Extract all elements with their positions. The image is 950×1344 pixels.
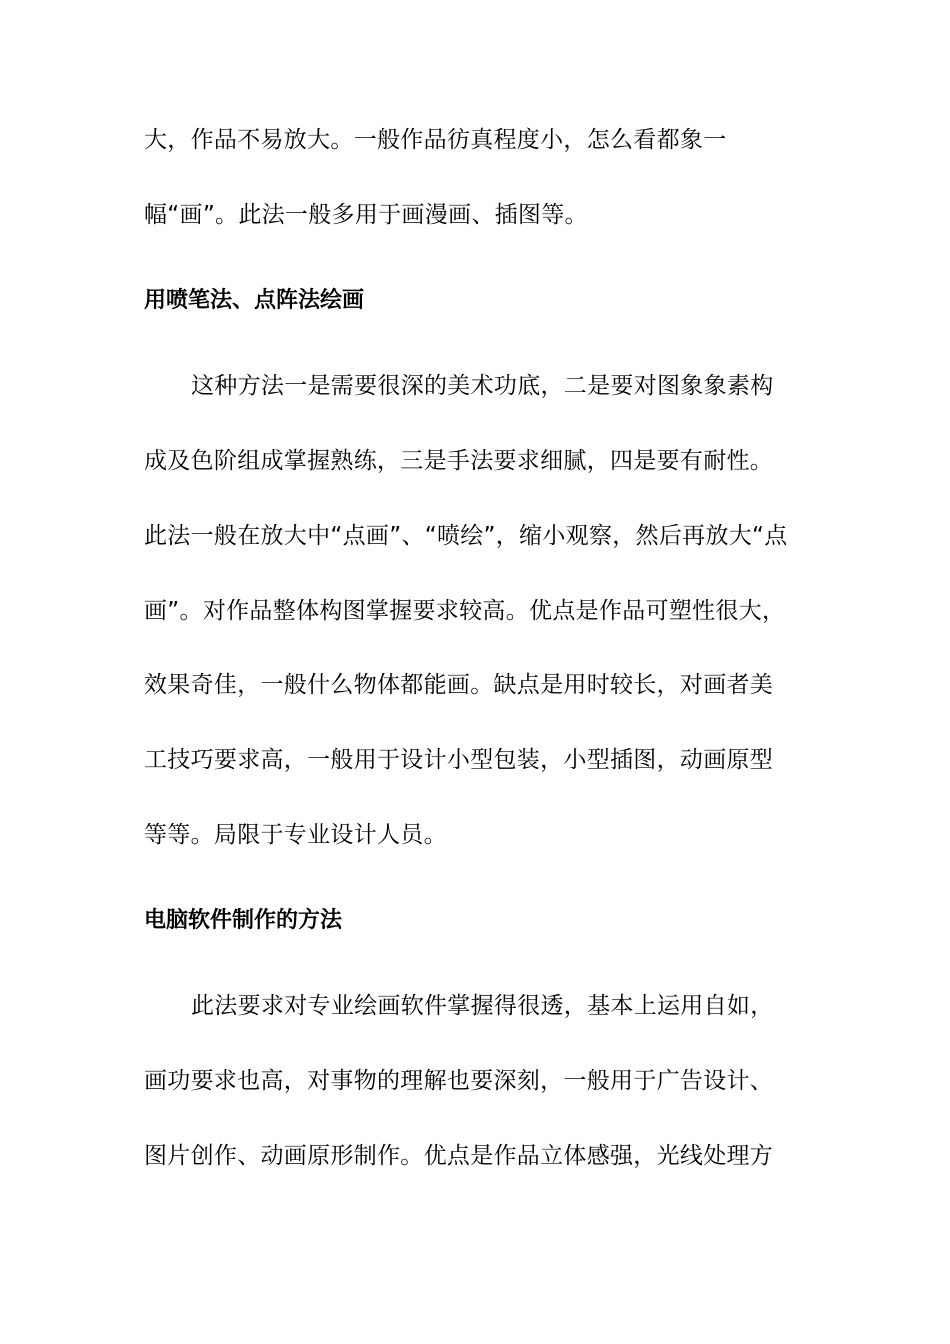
section-heading-software: 电脑软件制作的方法	[144, 908, 343, 933]
paragraph-3-line-2: 画功要求也高，对事物的理解也要深刻，一般用于广告设计、	[144, 1068, 774, 1094]
paragraph-2-line-1: 这种方法一是需要很深的美术功底，二是要对图象象素构	[191, 373, 774, 399]
paragraph-2-line-5: 效果奇佳，一般什么物体都能画。缺点是用时较长，对画者美	[144, 672, 774, 698]
section-heading-airbrush: 用喷笔法、点阵法绘画	[144, 288, 365, 313]
paragraph-1-line-1: 大，作品不易放大。一般作品彷真程度小，怎么看都象一	[144, 127, 727, 153]
paragraph-2-line-3: 此法一般在放大中“点画”、“喷绘”，缩小观察，然后再放大“点	[144, 523, 788, 549]
paragraph-2-line-4: 画”。对作品整体构图掌握要求较高。优点是作品可塑性很大，	[144, 598, 786, 624]
paragraph-2-line-2: 成及色阶组成掌握熟练，三是手法要求细腻，四是要有耐性。	[144, 448, 774, 474]
paragraph-3-line-3: 图片创作、动画原形制作。优点是作品立体感强，光线处理方	[144, 1143, 774, 1169]
paragraph-1-line-2: 幅“画”。此法一般多用于画漫画、插图等。	[144, 202, 588, 228]
paragraph-2-line-7: 等等。局限于专业设计人员。	[144, 822, 447, 848]
paragraph-2-line-6: 工技巧要求高，一般用于设计小型包装，小型插图，动画原型	[144, 747, 774, 773]
paragraph-3-line-1: 此法要求对专业绘画软件掌握得很透，基本上运用自如，	[191, 993, 774, 1019]
